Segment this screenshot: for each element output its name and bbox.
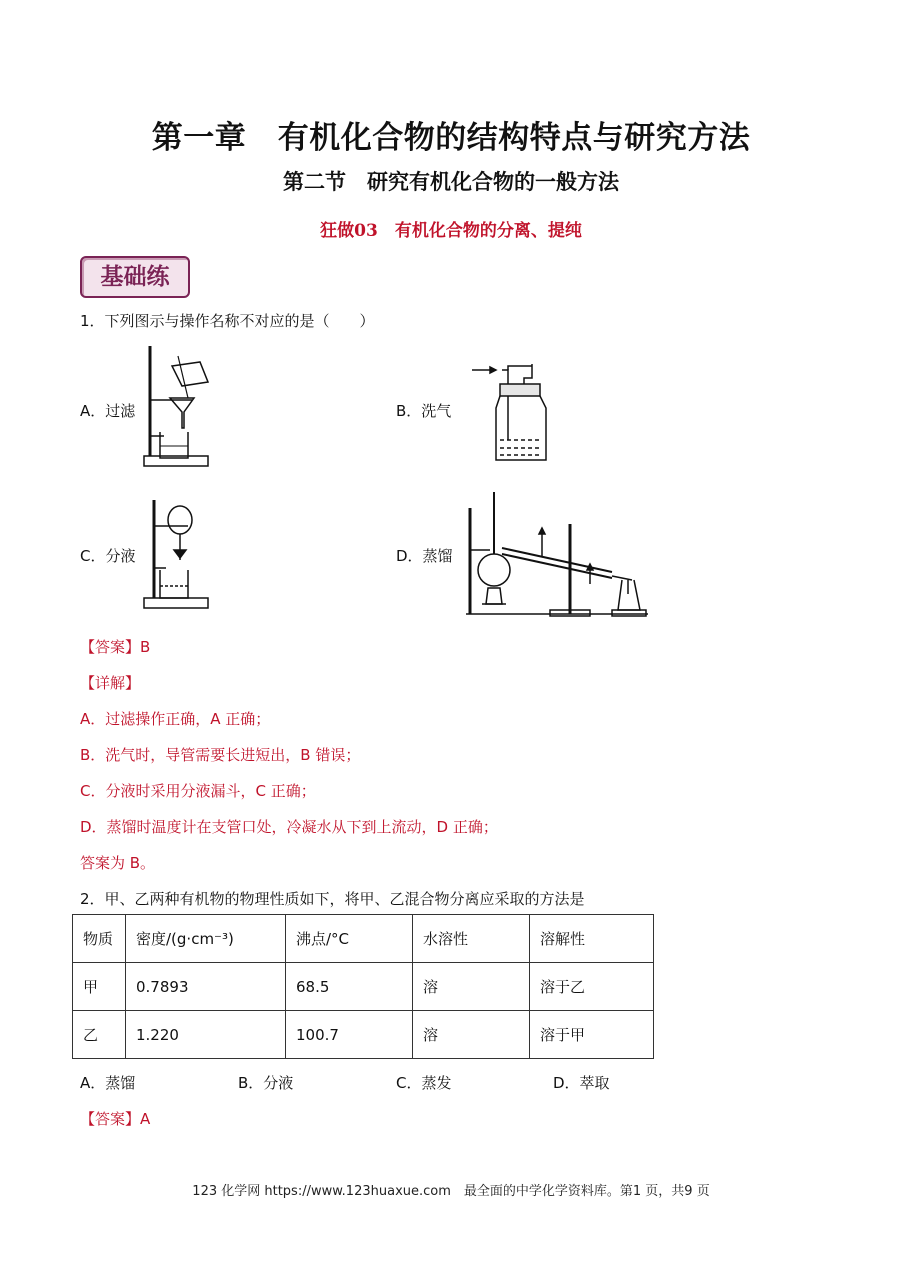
q1-option-b: B．洗气: [396, 402, 452, 420]
exercise-title: 狂做03 有机化合物的分离、提纯: [320, 221, 582, 241]
chapter-title: 第一章 有机化合物的结构特点与研究方法: [151, 120, 751, 156]
table-cell: 1.220: [126, 1011, 286, 1059]
table-row: [73, 963, 654, 1011]
page-footer: 123 化学网 https://www.123huaxue.com 最全面的中学化学资料库。第1 页，共9 页: [192, 1184, 710, 1199]
q1-answer: 【答案】B: [80, 638, 151, 656]
q2-option-d: D．萃取: [553, 1074, 610, 1092]
q1-explain-c: C．分液时采用分液漏斗，C 正确；: [80, 782, 316, 800]
table-cell: 68.5: [286, 963, 413, 1011]
q2-option-b: B．分液: [238, 1074, 294, 1092]
q2-option-c: C．蒸发: [396, 1074, 452, 1092]
filtration-apparatus-icon: [136, 342, 216, 472]
q1-explain-d: D．蒸馏时温度计在支管口处，冷凝水从下到上流动，D 正确；: [80, 818, 498, 836]
q1-explain-b: B．洗气时，导管需要长进短出，B 错误；: [80, 746, 361, 764]
distillation-apparatus-icon: [462, 488, 652, 620]
q1-explain-heading: 【详解】: [80, 674, 141, 692]
q1-option-c: C．分液: [80, 547, 136, 565]
table-header-row: [73, 915, 654, 963]
table-header: 溶解性: [530, 915, 654, 963]
table-cell: 溶于乙: [530, 963, 654, 1011]
q1-option-d: D．蒸馏: [396, 547, 453, 565]
property-table: [72, 914, 654, 1059]
gas-washing-bottle-icon: [470, 360, 550, 466]
table-cell: 溶: [413, 1011, 530, 1059]
table-cell: 乙: [73, 1011, 126, 1059]
q2-answer: 【答案】A: [80, 1110, 151, 1128]
table-cell: 100.7: [286, 1011, 413, 1059]
q1-explain-a: A．过滤操作正确，A 正确；: [80, 710, 271, 728]
table-cell: 溶: [413, 963, 530, 1011]
separatory-funnel-icon: [140, 496, 220, 612]
table-cell: 甲: [73, 963, 126, 1011]
q2-option-a: A．蒸馏: [80, 1074, 136, 1092]
q2-stem: 2．甲、乙两种有机物的物理性质如下，将甲、乙混合物分离应采取的方法是: [80, 890, 585, 908]
q1-conclusion: 答案为 B。: [80, 854, 156, 872]
table-header: 沸点/°C: [286, 915, 413, 963]
q1-stem: 1．下列图示与操作名称不对应的是（ ）: [80, 312, 375, 330]
table-header: 密度/(g·cm⁻³): [126, 915, 286, 963]
table-cell: 溶于甲: [530, 1011, 654, 1059]
table-cell: 0.7893: [126, 963, 286, 1011]
table-header: 物质: [73, 915, 126, 963]
table-row: [73, 1011, 654, 1059]
table-header: 水溶性: [413, 915, 530, 963]
basic-practice-badge: 基础练: [80, 256, 190, 298]
q1-option-a: A．过滤: [80, 402, 136, 420]
section-title: 第二节 研究有机化合物的一般方法: [283, 170, 619, 194]
